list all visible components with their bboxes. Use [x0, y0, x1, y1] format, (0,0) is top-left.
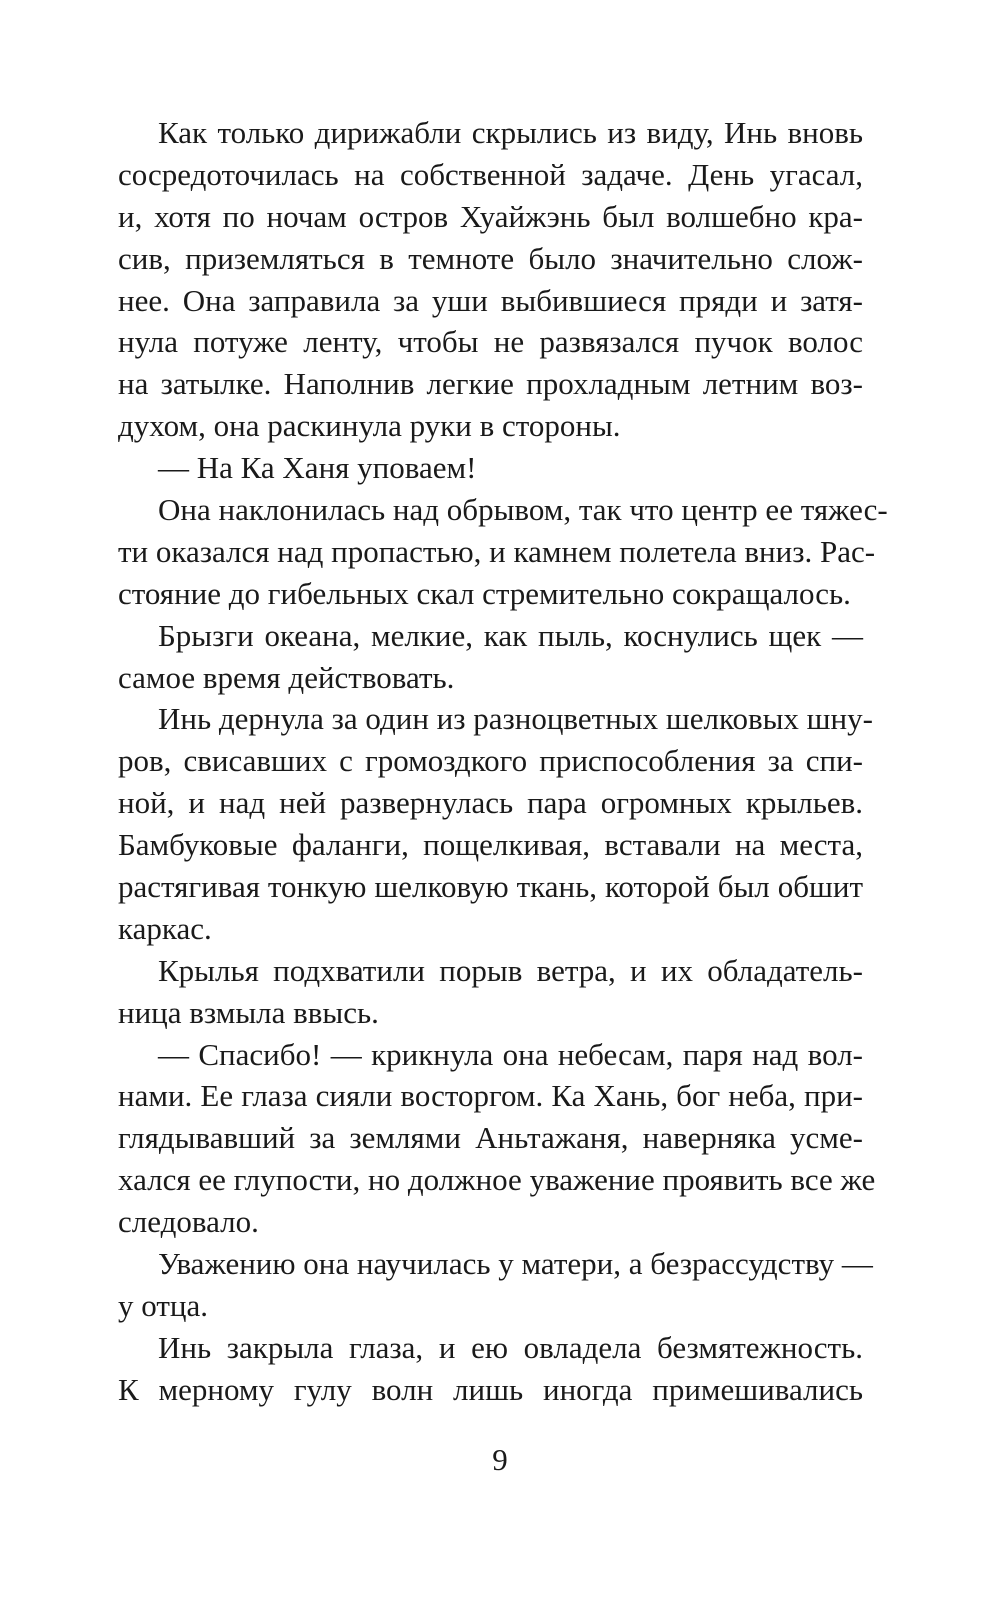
text-line: Инь дернула за один из разноцветных шелковых шну-: [158, 701, 873, 737]
text-line: Она наклонилась над обрывом, так что центр ее тяжес-: [158, 492, 888, 528]
text-line: ница взмыла ввысь.: [118, 994, 379, 1030]
text-line: Инь закрыла глаза, и ею овладела безмятежность.: [158, 1329, 863, 1365]
text-line: — Спасибо! — крикнула она небесам, паря над вол-: [158, 1036, 863, 1072]
page-number: 9: [492, 1442, 508, 1477]
text-line: стояние до гибельных скал стремительно сокращалось.: [118, 575, 851, 611]
text-line: — На Ка Ханя уповаем!: [158, 450, 477, 486]
text-line: и, хотя по ночам остров Хуайжэнь был волшебно кра-: [118, 198, 863, 234]
text-line: Как только дирижабли скрылись из виду, Инь вновь: [158, 115, 863, 150]
text-line: ти оказался над пропастью, и камнем полетела вниз. Рас-: [118, 533, 876, 569]
text-line: Бамбуковые фаланги, пощелкивая, вставали на места,: [118, 827, 863, 863]
text-line: самое время действовать.: [118, 659, 455, 695]
text-line: растягивая тонкую шелковую ткань, которой был обшит: [118, 869, 863, 905]
text-line: ной, и над ней развернулась пара огромных крыльев.: [118, 785, 863, 821]
text-line: сосредоточилась на собственной задаче. День угасал,: [118, 156, 863, 192]
text-line: К мерному гулу волн лишь иногда примешивались: [118, 1371, 863, 1407]
text-line: каркас.: [118, 910, 212, 946]
text-line: ров, свисавших с громоздкого приспособления за спи-: [118, 743, 863, 779]
text-line: следовало.: [118, 1204, 259, 1240]
text-line: нее. Она заправила за уши выбившиеся пряди и затя-: [118, 282, 863, 318]
text-line: духом, она раскинула руки в стороны.: [118, 408, 621, 444]
body-text: [118, 112, 888, 1411]
text-line: Брызги океана, мелкие, как пыль, коснулись щек —: [158, 617, 863, 653]
text-line: сив, приземляться в темноте было значительно слож-: [118, 240, 863, 276]
text-line: нула потуже ленту, чтобы не развязался пучок волос: [118, 324, 863, 360]
text-line: глядывавший за землями Аньтажаня, наверняка усме-: [118, 1120, 863, 1156]
text-line: у отца.: [118, 1287, 208, 1323]
text-line: Крылья подхватили порыв ветра, и их обладатель-: [158, 952, 863, 988]
text-line: на затылке. Наполнив легкие прохладным летним воз-: [118, 366, 863, 402]
text-line: хался ее глупости, но должное уважение проявить все же: [118, 1162, 876, 1198]
text-line: нами. Ее глаза сияли восторгом. Ка Хань, бог неба, при-: [118, 1078, 863, 1114]
text-line: Уважению она научилась у матери, а безрассудству —: [158, 1246, 873, 1282]
